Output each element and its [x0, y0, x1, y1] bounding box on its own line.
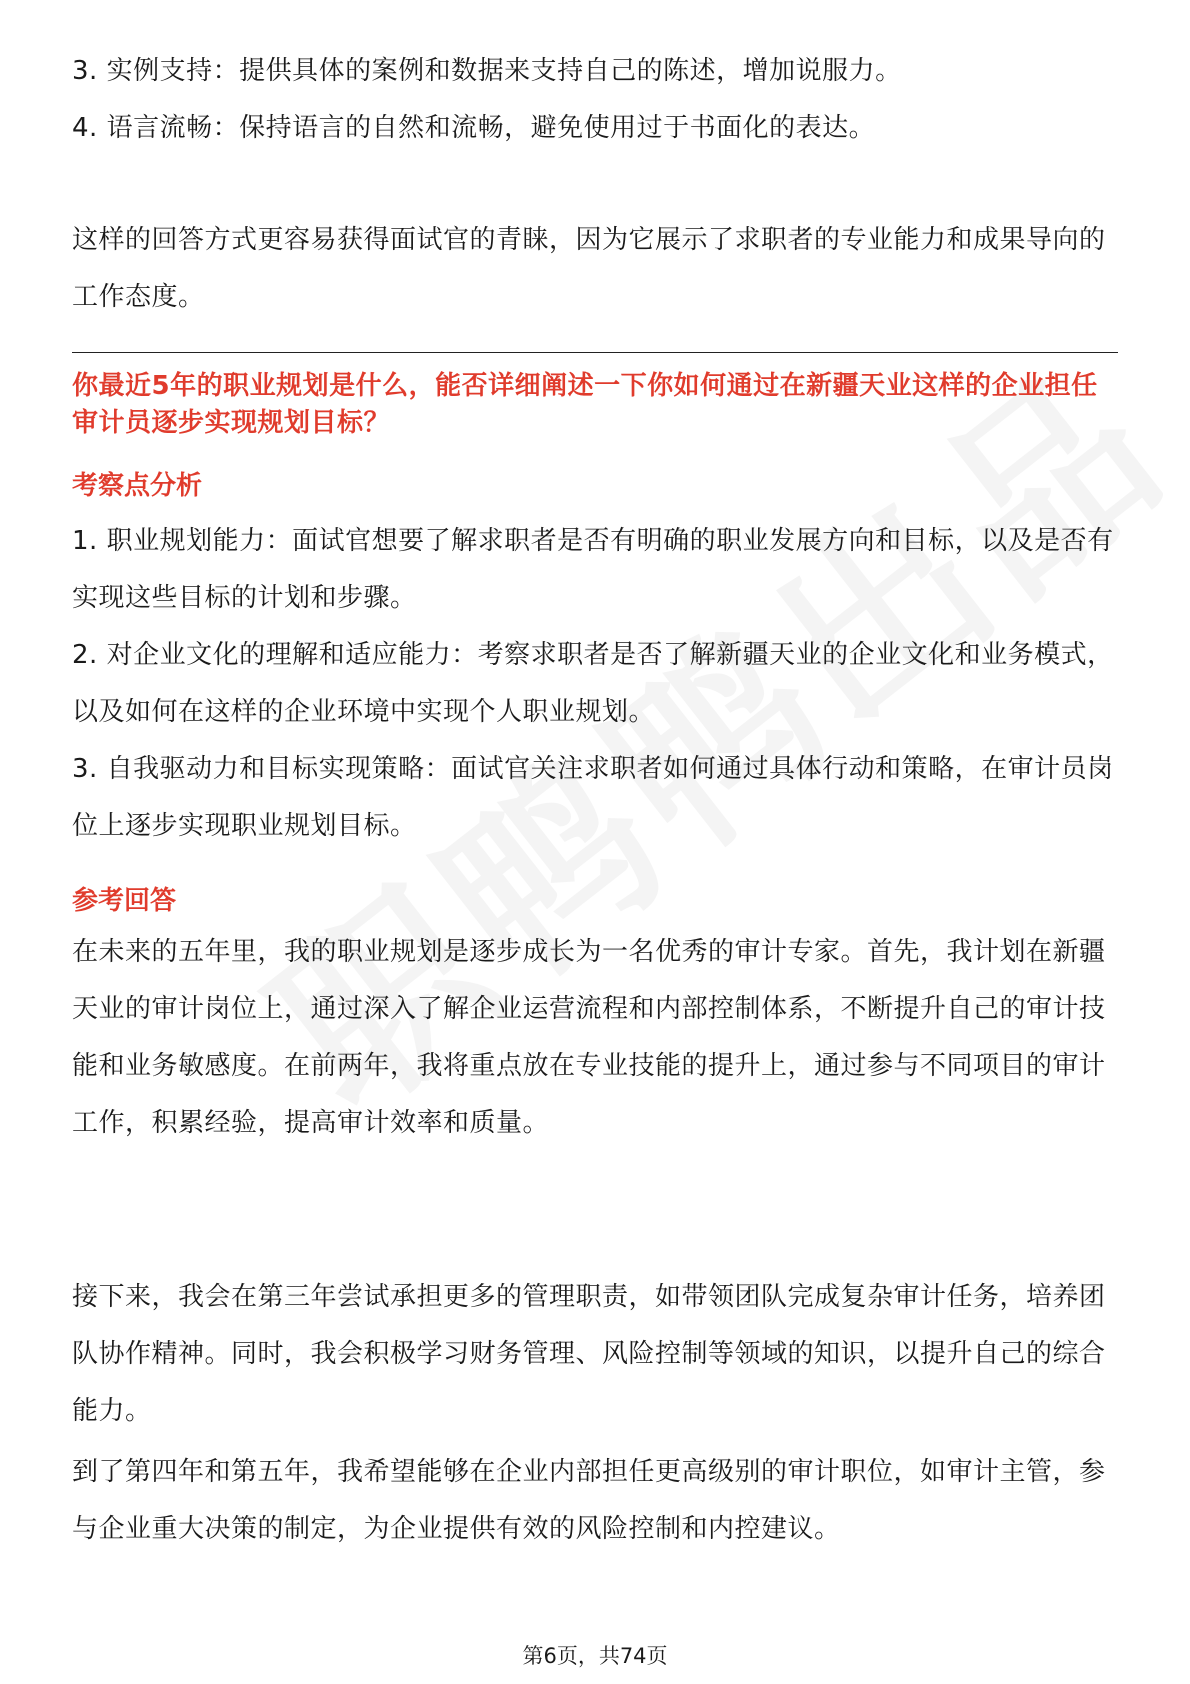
analysis-list [72, 513, 1118, 855]
section-divider [72, 352, 1118, 353]
answer-paragraph: 到了第四年和第五年，我希望能够在企业内部担任更高级别的审计职位，如审计主管，参与企业重大决策的制定，为企业提供有效的风险控制和内控建议。 [72, 1457, 1106, 1544]
list-item: 4. 语言流畅：保持语言的自然和流畅，避免使用过于书面化的表达。 [72, 113, 876, 143]
answer-paragraph: 接下来，我会在第三年尝试承担更多的管理职责，如带领团队完成复杂审计任务，培养团队协作精神。同时，我会积极学习财务管理、风险控制等领域的知识，以提升自己的综合能力。 [72, 1282, 1106, 1426]
closing-paragraph: 这样的回答方式更容易获得面试官的青睐，因为它展示了求职者的专业能力和成果导向的工作态度。 [72, 225, 1106, 312]
list-item: 3. 实例支持：提供具体的案例和数据来支持自己的陈述，增加说服力。 [72, 56, 902, 86]
answer-paragraph: 在未来的五年里，我的职业规划是逐步成长为一名优秀的审计专家。首先，我计划在新疆天业的审计岗位上，通过深入了解企业运营流程和内部控制体系，不断提升自己的审计技能和业务敏感度。在前两年，我将重点放在专业技能的提升上，通过参与不同项目的审计工作，积累经验，提高审计效率和质量。 [72, 937, 1106, 1138]
list-item: 2. 对企业文化的理解和适应能力：考察求职者是否了解新疆天业的企业文化和业务模式，以及如何在这样的企业环境中实现个人职业规划。 [72, 640, 1114, 727]
interview-question: 你最近5年的职业规划是什么，能否详细阐述一下你如何通过在新疆天业这样的企业担任审计员逐步实现规划目标？ [72, 371, 1098, 438]
answer-heading: 参考回答 [72, 886, 177, 916]
analysis-heading: 考察点分析 [72, 471, 203, 501]
tips-list [72, 43, 1118, 157]
list-item: 1. 职业规划能力：面试官想要了解求职者是否有明确的职业发展方向和目标，以及是否有实现这些目标的计划和步骤。 [72, 526, 1114, 613]
list-item: 3. 自我驱动力和目标实现策略：面试官关注求职者如何通过具体行动和策略，在审计员岗位上逐步实现职业规划目标。 [72, 754, 1114, 841]
page-number: 第6页，共74页 [522, 1644, 668, 1668]
